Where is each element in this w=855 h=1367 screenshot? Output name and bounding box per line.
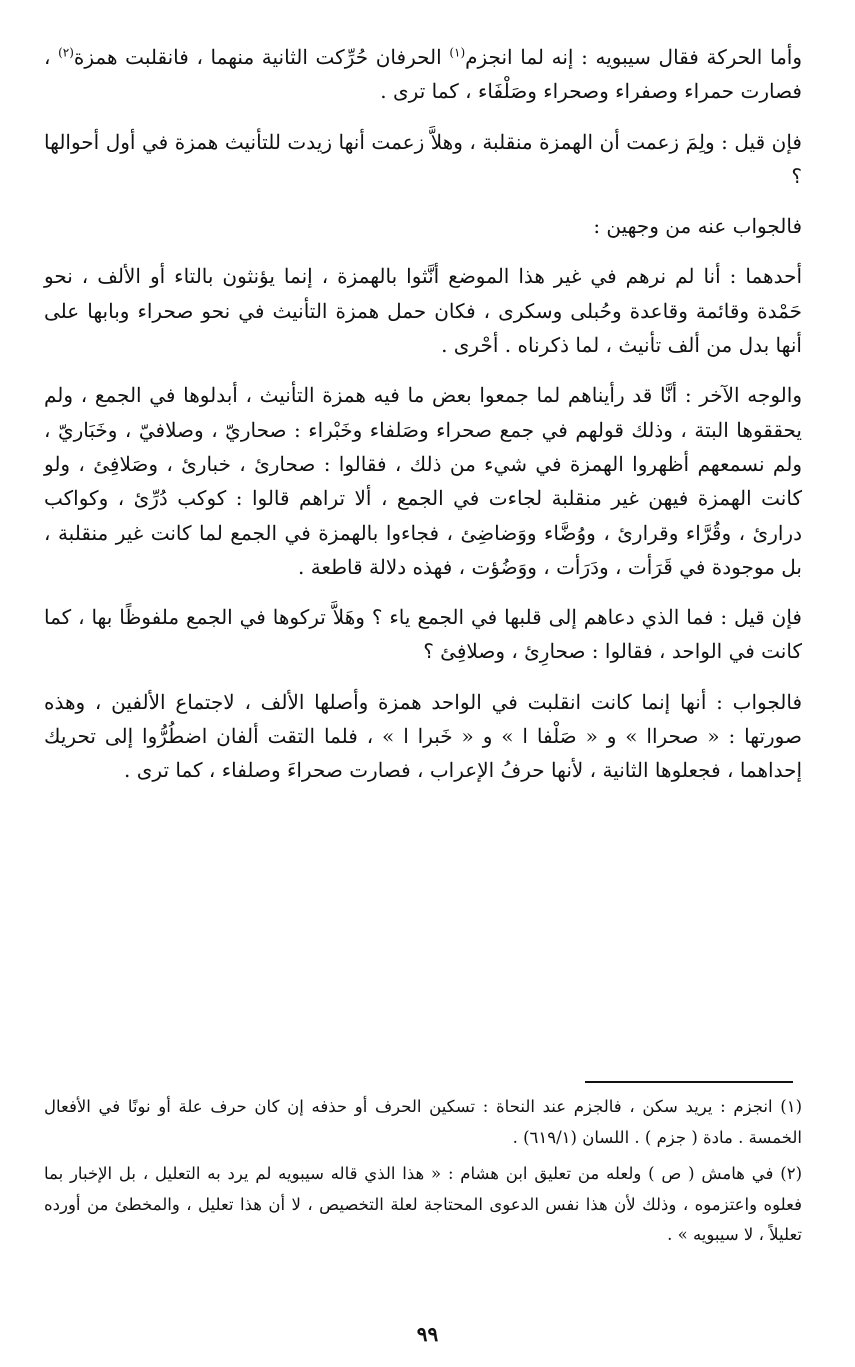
footnote-ref-2: (٢) — [58, 45, 74, 60]
paragraph-5: والوجه الآخر : أنَّا قد رأيناهم لما جمعوا بعض ما فيه همزة التأنيث ، أبدلوها في الجمع ، ولم يحققوها البتة ، وذلك قولهم في جمع صحراء وصَلفاء وخَبْراء : صحاريّ ، وصلافيّ ، وخَبَاريّ ، ولم نسمعهم أظهروا الهمزة في شيء من ذلك ، فقالوا : صحارئ ، خبارئ ، وصَلافِئ ، ولو كانت الهمزة فيهن غير منقلبة لجاءت في الجمع ، ألا تراهم قالوا : كوكب دُرِّئ ، وكواكب درارئ ، وقُرَّاء وقرارئ ، ووُضَّاء ووَضاضِئ ، فجاءوا بالهمزة في الجمع لما كانت غير منقلبة ، بل موجودة في قَرَأت ، ودَرَأت ، ووَضُؤت ، فهذه دلالة قاطعة . — [44, 383, 802, 579]
main-text — [44, 40, 802, 804]
paragraph-1 — [44, 40, 802, 109]
paragraph-1-part-a: وأما الحركة فقال سيبويه : إنه لما انجزم — [465, 45, 802, 69]
paragraph-1-part-b: الحرفان حُرِّكت الثانية منهما ، فانقلبت همزة — [73, 45, 450, 69]
paragraph-2: فإن قيل : ولِمَ زعمت أن الهمزة منقلبة ، وهلاَّ زعمت أنها زيدت للتأنيث همزة في أول أحوالها ؟ — [44, 129, 802, 188]
page-number: ٩٩ — [416, 1322, 439, 1346]
paragraph-1-part-c: ، فصارت حمراء وصفراء وصحراء وصَلْفَاء ، كما ترى . — [44, 45, 802, 104]
paragraph-4: أحدهما : أنا لم نرهم في غير هذا الموضع أنَّثوا بالهمزة ، إنما يؤنثون بالتاء أو الألف ، نحو حَمْدة وقائمة وقاعدة وحُبلى وسكرى ، فكان حمل همزة التأنيث في نحو صحراء وبابها على أنها بدل من ألف تأنيث ، لما ذكرناه . أحْرى . — [44, 264, 803, 358]
footnote-1: (١) انجزم : يريد سكن ، فالجزم عند النحاة : تسكين الحرف أو حذفه إن كان حرف علة أو نونًا في الأفعال الخمسة . مادة ( جزم ) . اللسان (٦١٩/١) . — [44, 1097, 802, 1147]
paragraph-7: فالجواب : أنها إنما كانت انقلبت في الواحد همزة وأصلها الألف ، لاجتماع الألفين ، وهذه صورتها : « صحراا » و « صَلْفا ا » و « خَبرا ا » ، فلما التقت ألفان اضطُرُّوا إلى تحريك إحداهما ، فجعلوها الثانية ، لأنها حرفُ الإعراب ، فصارت صحراءَ وصلفاء ، كما ترى . — [44, 689, 802, 783]
paragraph-3: فالجواب عنه من وجهين : — [593, 214, 802, 239]
paragraph-6: فإن قيل : فما الذي دعاهم إلى قلبها في الجمع ياء ؟ وهَلاَّ تركوها في الجمع ملفوظًا بها ، كما كانت في الواحد ، فقالوا : صحارِئ ، وصلافِئ ؟ — [44, 605, 802, 664]
footnotes — [44, 1092, 802, 1257]
footnote-ref-1: (١) — [449, 45, 466, 60]
footnote-divider — [585, 1081, 793, 1083]
footnote-2: (٢) في هامش ( ص ) ولعله من تعليق ابن هشام : « هذا الذي قاله سيبويه لم يرد به التعليل ، بل الإخبار بما فعلوه واعتزموه ، وذلك لأن هذا نفس الدعوى المحتاجة لعلة التخصيص ، لا أن هذا تعليل ، والمخطئ من أورده تعليلاً ، لا سيبويه » . — [44, 1164, 802, 1244]
